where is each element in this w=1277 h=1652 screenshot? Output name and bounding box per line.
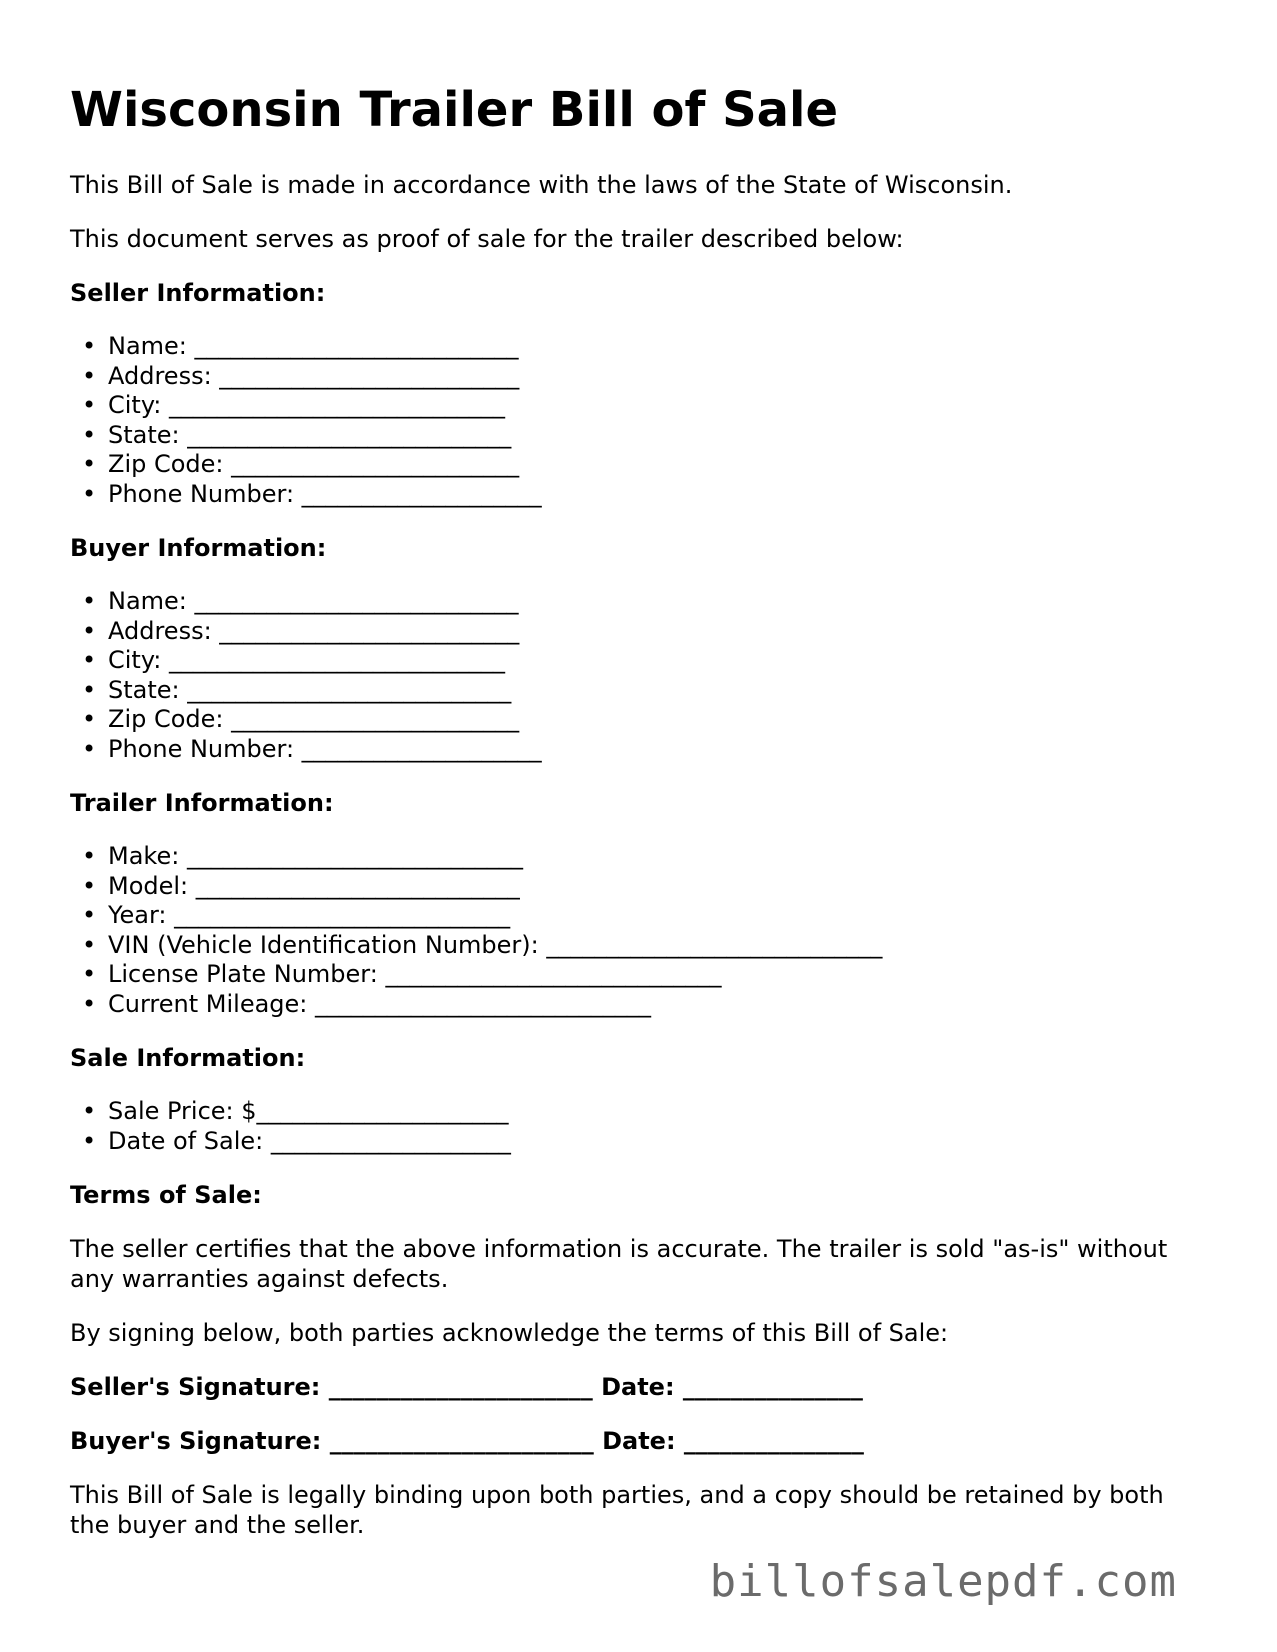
trailer-vin-field: • VIN (Vehicle Identification Number): ____________________________ [108,931,1210,961]
sale-list [70,1097,1210,1156]
trailer-model-field: • Model: ___________________________ [108,872,1210,902]
buyer-phone-field: • Phone Number: ____________________ [108,735,1210,765]
seller-zip-field: • Zip Code: ________________________ [108,450,1210,480]
buyer-signature-line: Buyer's Signature: ______________________ Date: _______________ [70,1427,864,1455]
buyer-city-field: • City: ____________________________ [108,646,1210,676]
document-title: Wisconsin Trailer Bill of Sale [70,82,839,138]
seller-state-field: • State: ___________________________ [108,421,1210,451]
seller-heading: Seller Information: [70,279,326,307]
terms-heading: Terms of Sale: [70,1181,262,1209]
trailer-mileage-field: • Current Mileage: ____________________________ [108,990,1210,1020]
acknowledge-paragraph: By signing below, both parties acknowledge the terms of this Bill of Sale: [70,1319,949,1347]
seller-signature-line: Seller's Signature: ______________________ Date: _______________ [70,1373,863,1401]
buyer-address-field: • Address: _________________________ [108,617,1210,647]
seller-city-field: • City: ____________________________ [108,391,1210,421]
intro-paragraph-2: This document serves as proof of sale for the trailer described below: [70,225,904,253]
sale-heading: Sale Information: [70,1044,306,1072]
buyer-state-field: • State: ___________________________ [108,676,1210,706]
sale-price-field: • Sale Price: $_____________________ [108,1097,1210,1127]
buyer-name-field: • Name: ___________________________ [108,587,1210,617]
terms-paragraph: The seller certifies that the above information is accurate. The trailer is sold "as-is" without any warranties against defects. [70,1235,1168,1293]
buyer-zip-field: • Zip Code: ________________________ [108,705,1210,735]
seller-list [70,332,1210,509]
trailer-make-field: • Make: ____________________________ [108,842,1210,872]
trailer-plate-field: • License Plate Number: ____________________________ [108,960,1210,990]
watermark-text: billofsalepdf.com [709,1556,1177,1607]
buyer-list [70,587,1210,764]
seller-phone-field: • Phone Number: ____________________ [108,480,1210,510]
sale-date-field: • Date of Sale: ____________________ [108,1127,1210,1157]
seller-address-field: • Address: _________________________ [108,362,1210,392]
trailer-list [70,842,1210,1019]
seller-name-field: • Name: ___________________________ [108,332,1210,362]
trailer-year-field: • Year: ____________________________ [108,901,1210,931]
intro-paragraph-1: This Bill of Sale is made in accordance with the laws of the State of Wisconsin. [70,171,1013,199]
trailer-heading: Trailer Information: [70,789,334,817]
document-page [70,80,1210,1564]
closing-paragraph: This Bill of Sale is legally binding upon both parties, and a copy should be retained by both the buyer and the seller. [70,1481,1164,1539]
buyer-heading: Buyer Information: [70,534,327,562]
